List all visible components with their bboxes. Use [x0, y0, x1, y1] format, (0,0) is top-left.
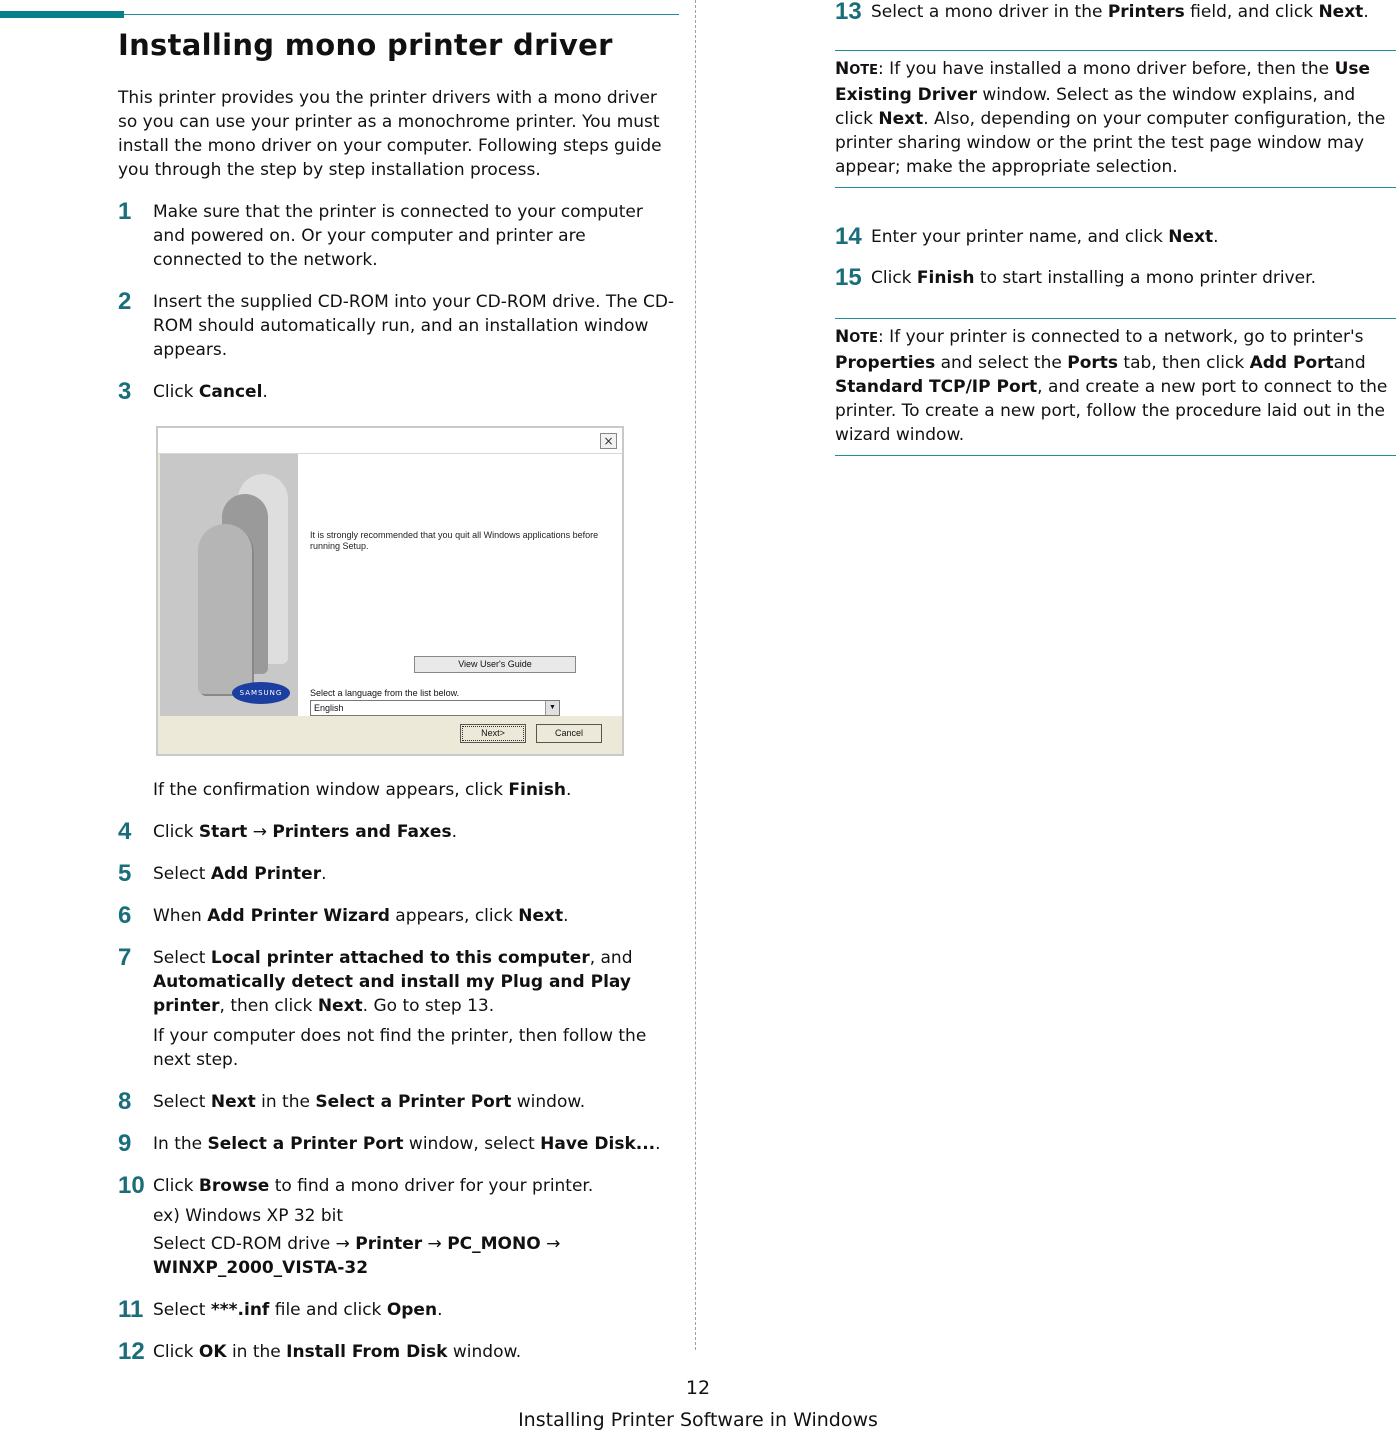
- step-text: Click OK in the Install From Disk window.: [153, 1342, 522, 1362]
- step-4: [118, 820, 680, 844]
- language-select[interactable]: [310, 700, 560, 716]
- page-title: Installing mono printer driver: [118, 28, 613, 62]
- step-number: 14: [835, 223, 862, 250]
- column-divider: [695, 0, 696, 1350]
- close-icon[interactable]: ×: [600, 433, 617, 449]
- step-10-example: ex) Windows XP 32 bit: [153, 1206, 344, 1226]
- note-network-port: NOTE: If your printer is connected to a network, go to printer's Properties and select the Ports tab, then click Add Portand Standard TCP/IP Port, and create a new port to connect to the printer. To create a new port, follow the procedure laid out in the wizard window.: [835, 318, 1396, 456]
- footer-title: Installing Printer Software in Windows: [518, 1409, 878, 1431]
- step-number: 12: [118, 1338, 145, 1365]
- step-number: 15: [835, 264, 862, 291]
- step-3-followup: If the confirmation window appears, click Finish.: [153, 780, 572, 800]
- samsung-logo: SAMSUNG: [232, 682, 290, 704]
- step-10: [118, 1174, 680, 1198]
- language-label: Select a language from the list below.: [310, 688, 460, 698]
- step-number: 7: [118, 944, 132, 971]
- note-label: NOTE: [835, 327, 879, 347]
- note-label: NOTE: [835, 59, 879, 79]
- step-2: [118, 290, 680, 362]
- step-number: 8: [118, 1088, 132, 1115]
- language-value: English: [314, 703, 344, 713]
- chevron-down-icon[interactable]: ▼: [545, 701, 559, 715]
- step-number: 5: [118, 860, 132, 887]
- step-8: [118, 1090, 680, 1114]
- left-column: [118, 28, 680, 1364]
- step-1: [118, 200, 680, 272]
- step-number: 6: [118, 902, 132, 929]
- intro-paragraph: This printer provides you the printer drivers with a mono driver so you can use your printer as a monochrome printer. You must install the mono driver on your computer. Following steps guide you through the step by step installation process.: [118, 88, 662, 180]
- step-number: 1: [118, 198, 132, 225]
- step-number: 13: [835, 0, 862, 25]
- step-3: [118, 380, 680, 404]
- view-users-guide-button[interactable]: View User's Guide: [414, 656, 576, 673]
- header-accent-bar: [0, 11, 124, 18]
- step-text: Click Browse to find a mono driver for your printer.: [153, 1176, 594, 1196]
- page-number: 12: [685, 1377, 711, 1399]
- step-10-path: Select CD-ROM drive → Printer → PC_MONO → WINXP_2000_VISTA-32: [153, 1234, 561, 1278]
- step-7: [118, 946, 680, 1018]
- step-text: Insert the supplied CD-ROM into your CD-ROM drive. The CD-ROM should automatically run, and an installation window appears.: [153, 292, 675, 360]
- step-number: 10: [118, 1172, 145, 1199]
- dialog-titlebar: [158, 428, 622, 454]
- step-text: Click Start → Printers and Faxes.: [153, 822, 457, 842]
- step-text: When Add Printer Wizard appears, click Next.: [153, 906, 569, 926]
- header-rule: [124, 14, 679, 15]
- figure-silhouette: [198, 524, 252, 694]
- dialog-body: [160, 454, 622, 716]
- note-existing-driver: NOTE: If you have installed a mono driver before, then the Use Existing Driver window. Select as the window explains, and click Next. Also, depending on your computer configuration, the printer sharing window or the print the test page window may appear; make the appropriate selection.: [835, 50, 1396, 188]
- step-text: Make sure that the printer is connected to your computer and powered on. Or your computer and printer are connected to the network.: [153, 202, 643, 270]
- installer-dialog-screenshot: [156, 426, 624, 756]
- step-6: [118, 904, 680, 928]
- step-text: Enter your printer name, and click Next.: [871, 227, 1219, 247]
- step-12: [118, 1340, 680, 1364]
- step-7-followup: If your computer does not find the printer, then follow the next step.: [153, 1026, 647, 1070]
- step-number: 9: [118, 1130, 132, 1157]
- cancel-button[interactable]: Cancel: [536, 724, 602, 743]
- step-15: [835, 266, 1396, 290]
- step-13: [835, 0, 1396, 24]
- step-text: Select Next in the Select a Printer Port window.: [153, 1092, 586, 1112]
- dialog-message: It is strongly recommended that you quit all Windows applications before running Setup.: [310, 530, 599, 551]
- step-number: 3: [118, 378, 132, 405]
- step-number: 2: [118, 288, 132, 315]
- dialog-side-graphic: [160, 454, 298, 716]
- step-text: In the Select a Printer Port window, select Have Disk....: [153, 1134, 661, 1154]
- step-text: Click Finish to start installing a mono printer driver.: [871, 268, 1316, 288]
- step-5: [118, 862, 680, 886]
- step-14: [835, 225, 1396, 249]
- step-text: Select Add Printer.: [153, 864, 327, 884]
- step-number: 4: [118, 818, 132, 845]
- step-text: Select ***.inf file and click Open.: [153, 1300, 443, 1320]
- step-9: [118, 1132, 680, 1156]
- step-11: [118, 1298, 680, 1322]
- step-text: Click Cancel.: [153, 382, 268, 402]
- next-button[interactable]: Next>: [460, 724, 526, 743]
- step-text: Select Local printer attached to this computer, and Automatically detect and install my Plug and Play printer, then click Next. Go to step 13.: [153, 948, 633, 1016]
- step-number: 11: [118, 1296, 144, 1323]
- step-text: Select a mono driver in the Printers field, and click Next.: [871, 2, 1369, 22]
